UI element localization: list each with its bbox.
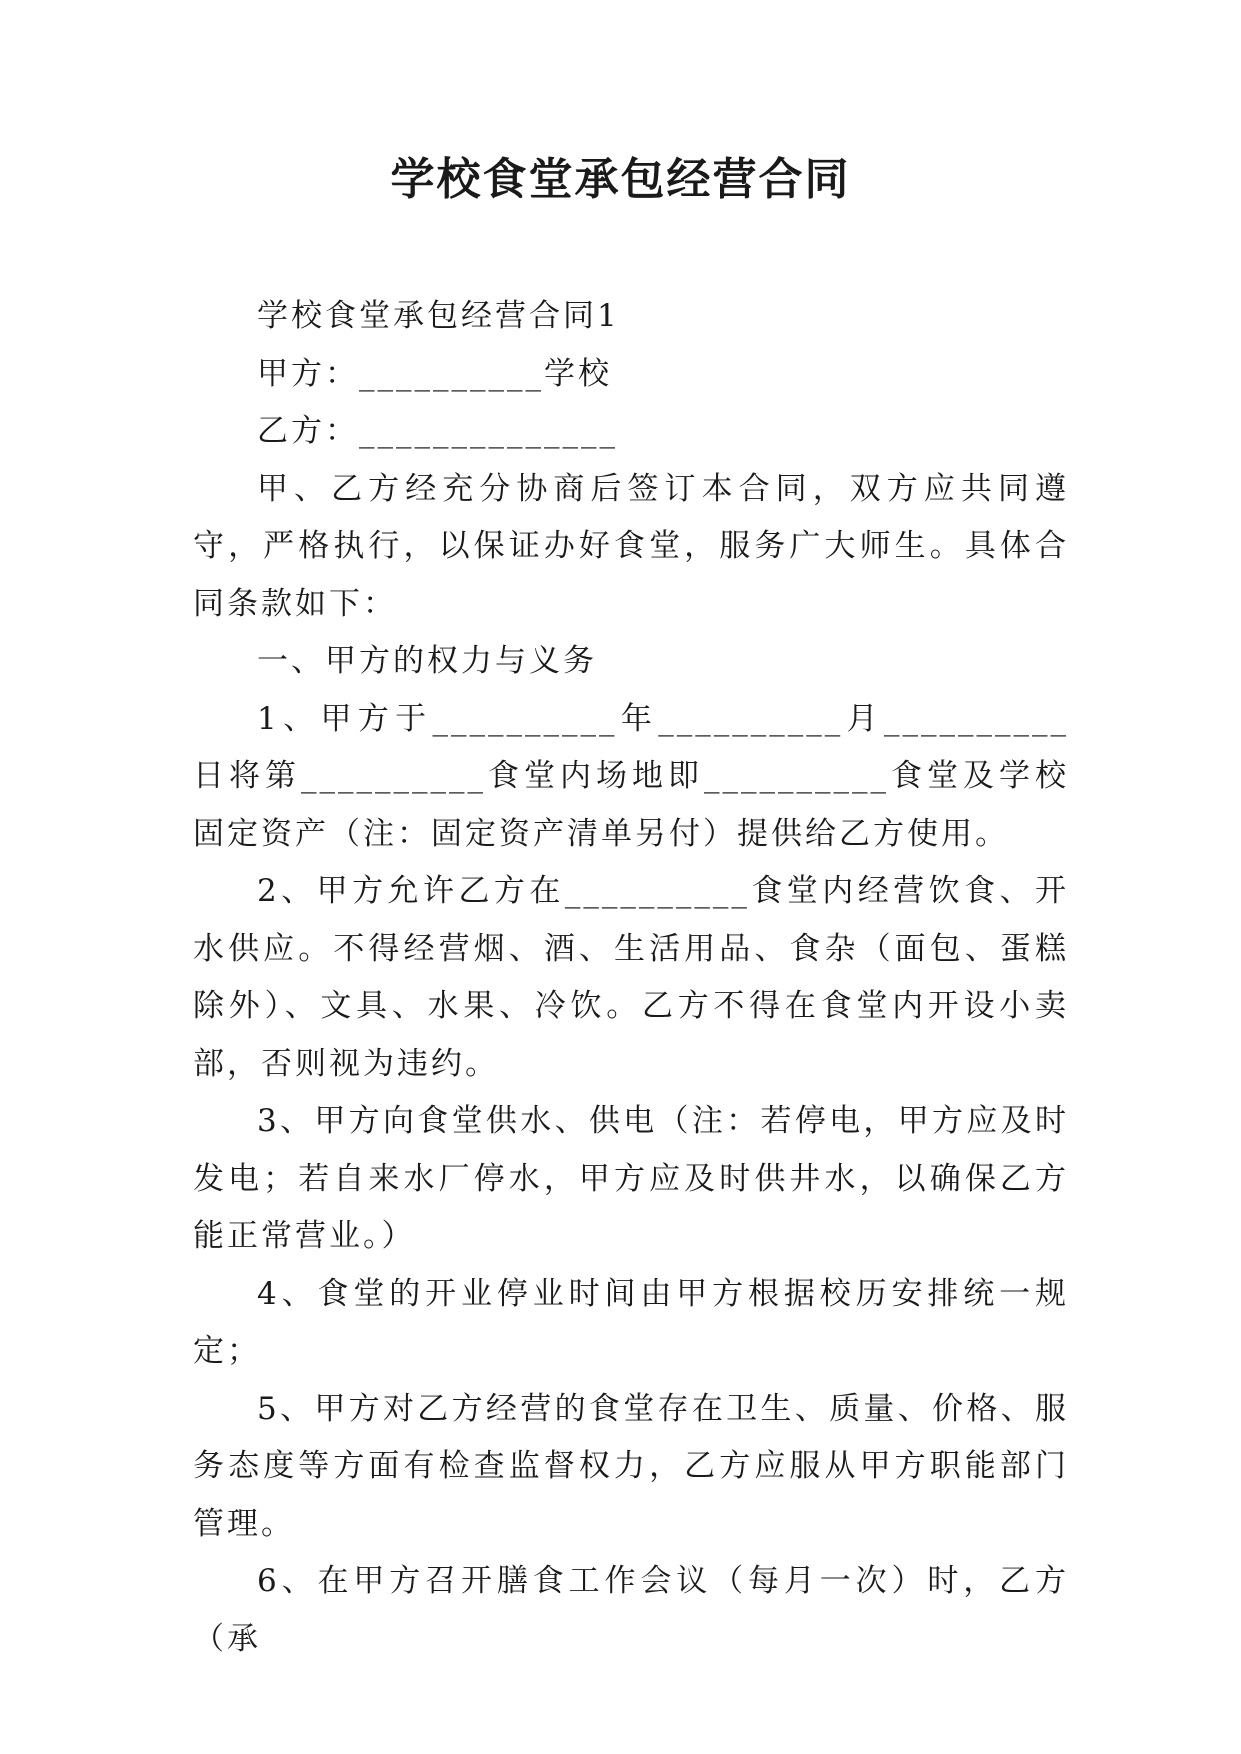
section-heading-party-a-rights: 一、甲方的权力与义务: [257, 643, 597, 679]
document-title: 学校食堂承包经营合同: [390, 154, 851, 205]
paragraph-party-b: 乙方：______________: [257, 413, 618, 449]
clause-4: 4、食堂的开业停业时间由甲方根据校历安排统一规定；: [193, 1275, 1069, 1369]
paragraph-preamble: 甲、乙方经充分协商后签订本合同，双方应共同遵守，严格执行，以保证办好食堂，服务广大师生。具体合同条款如下：: [193, 470, 1069, 622]
paragraph-heading-number: 学校食堂承包经营合同1: [257, 298, 620, 334]
clause-2: 2、甲方允许乙方在__________食堂内经营饮食、开水供应。不得经营烟、酒、生活用品、食杂（面包、蛋糕除外）、文具、水果、冷饮。乙方不得在食堂内开设小卖部，否则视为违约。: [193, 873, 1069, 1082]
document-body: [193, 288, 1069, 1668]
clause-6: 6、在甲方召开膳食工作会议（每月一次）时，乙方（承: [193, 1563, 1069, 1657]
paragraph-party-a: 甲方：__________学校: [257, 355, 612, 392]
clause-1: 1、甲方于__________年__________月__________日将第__________食堂内场地即__________食堂及学校固定资产（注：固定资产清单另付）提供给乙方使用。: [193, 700, 1069, 852]
clause-3: 3、甲方向食堂供水、供电（注：若停电，甲方应及时发电；若自来水厂停水，甲方应及时供井水，以确保乙方能正常营业。）: [193, 1103, 1069, 1254]
clause-5: 5、甲方对乙方经营的食堂存在卫生、质量、价格、服务态度等方面有检查监督权力，乙方应服从甲方职能部门管理。: [193, 1390, 1069, 1542]
